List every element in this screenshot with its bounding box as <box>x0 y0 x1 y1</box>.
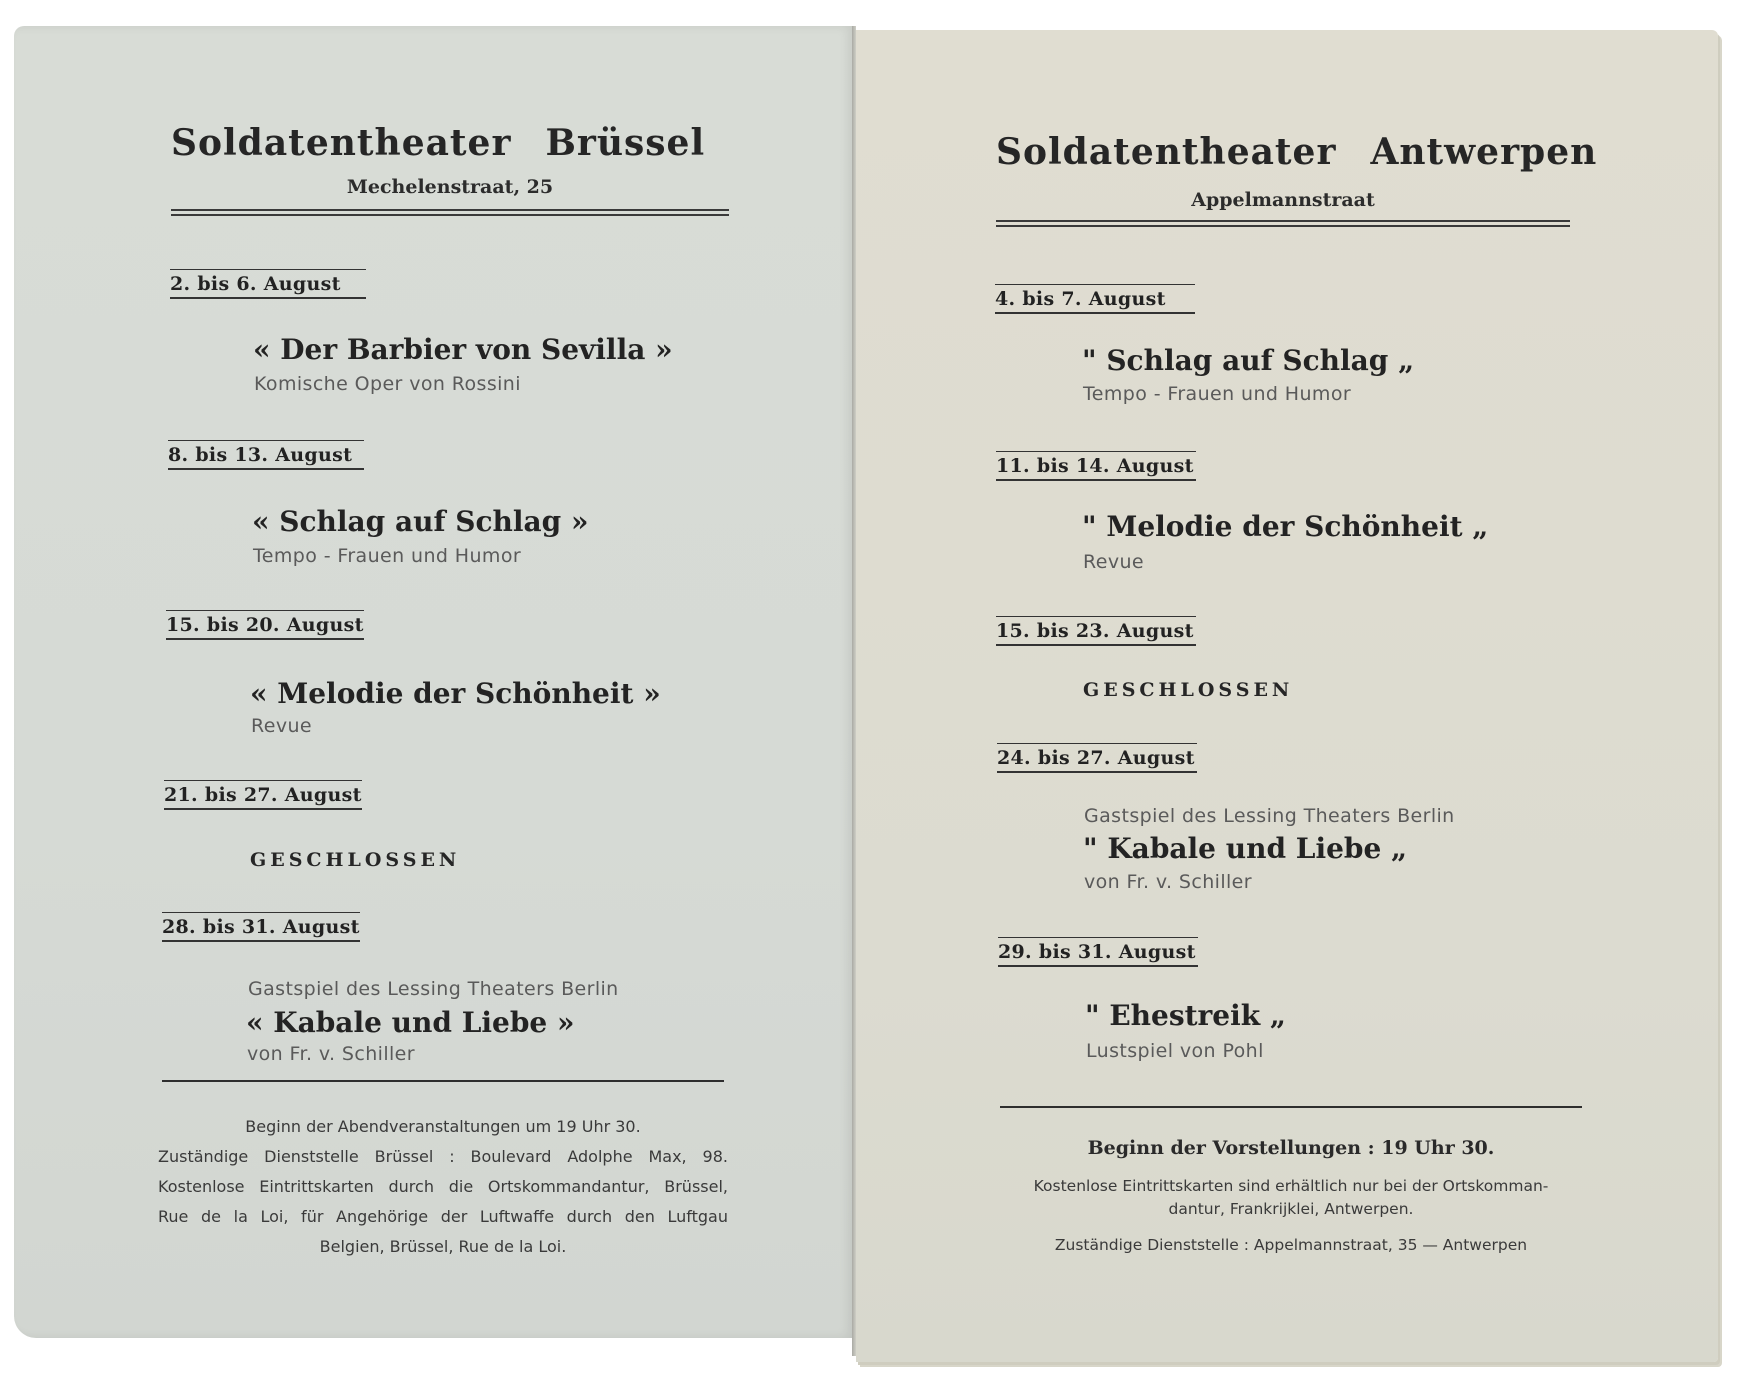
right-footer-start-time: Beginn der Vorstellungen : 19 Uhr 30. <box>1087 1137 1495 1159</box>
venue-city: Antwerpen <box>1370 131 1598 173</box>
left-header-double-rule <box>171 209 729 216</box>
left-date-5 <box>162 912 360 942</box>
date-label: 15. bis 23. August <box>996 620 1194 642</box>
venue-name: Soldatentheater <box>171 122 512 164</box>
left-show-subtitle-5: von Fr. v. Schiller <box>247 1043 415 1065</box>
left-venue-address: Mechelenstraat, 25 <box>346 176 554 198</box>
date-label: 15. bis 20. August <box>166 614 364 636</box>
right-header-double-rule <box>996 220 1570 227</box>
venue-name: Soldatentheater <box>996 131 1337 173</box>
date-label: 8. bis 13. August <box>168 444 353 466</box>
left-footer-office: Zuständige Dienststelle Brüssel : Boulevard Adolphe Max, 98. <box>158 1147 728 1166</box>
left-show-title-2: « Schlag auf Schlag » <box>252 505 589 538</box>
right-footer-tickets-2: dantur, Frankrijklei, Antwerpen. <box>1168 1200 1414 1218</box>
date-label: 29. bis 31. August <box>998 941 1196 963</box>
left-footer-tickets-2: Rue de la Loi, für Angehörige der Luftwaffe durch den Luftgau <box>158 1207 728 1226</box>
right-show-title-2: " Melodie der Schönheit „ <box>1082 510 1489 543</box>
right-show-title-1: " Schlag auf Schlag „ <box>1082 344 1415 377</box>
left-footer-start-time: Beginn der Abendveranstaltungen um 19 Uhr 30. <box>245 1117 641 1136</box>
right-footer-office: Zuständige Dienststelle : Appelmannstraat, 35 — Antwerpen <box>1054 1236 1528 1254</box>
right-date-1 <box>995 284 1195 314</box>
left-show-pretitle-5: Gastspiel des Lessing Theaters Berlin <box>248 978 619 1000</box>
left-show-subtitle-1: Komische Oper von Rossini <box>254 373 521 395</box>
venue-city: Brüssel <box>545 122 706 164</box>
date-label: 21. bis 27. August <box>164 784 362 806</box>
right-show-pretitle-4: Gastspiel des Lessing Theaters Berlin <box>1084 805 1455 827</box>
left-show-subtitle-2: Tempo - Frauen und Humor <box>253 545 522 567</box>
right-show-title-5: " Ehestreik „ <box>1085 999 1287 1032</box>
right-show-subtitle-5: Lustspiel von Pohl <box>1086 1040 1264 1062</box>
left-footer <box>158 1112 728 1262</box>
left-footer-tickets-1: Kostenlose Eintrittskarten durch die Ortskommandantur, Brüssel, <box>158 1177 728 1196</box>
left-closed-notice: GESCHLOSSEN <box>250 849 461 871</box>
booklet-spine <box>852 26 856 1356</box>
right-closed-notice: GESCHLOSSEN <box>1083 679 1294 701</box>
date-label: 24. bis 27. August <box>997 747 1195 769</box>
left-date-2 <box>168 440 364 470</box>
right-show-title-4: " Kabale und Liebe „ <box>1083 832 1408 865</box>
right-show-subtitle-1: Tempo - Frauen und Humor <box>1083 383 1352 405</box>
left-show-title-3: « Melodie der Schönheit » <box>250 677 661 710</box>
right-footer-tickets-1: Kostenlose Eintrittskarten sind erhältlich nur bei der Ortskomman- <box>1033 1177 1549 1195</box>
right-date-2 <box>996 451 1196 481</box>
left-footer-rule <box>162 1080 724 1082</box>
right-date-3 <box>996 616 1196 646</box>
date-label: 2. bis 6. August <box>170 273 341 295</box>
right-venue-title <box>996 131 1597 173</box>
right-footer-rule <box>1000 1106 1582 1108</box>
left-date-1 <box>170 269 366 299</box>
left-show-title-5: « Kabale und Liebe » <box>246 1006 575 1039</box>
left-date-3 <box>166 610 364 640</box>
right-footer-tickets <box>1000 1175 1582 1221</box>
left-footer-tickets-3: Belgien, Brüssel, Rue de la Loi. <box>319 1237 567 1256</box>
left-show-title-1: « Der Barbier von Sevilla » <box>253 333 673 366</box>
date-label: 28. bis 31. August <box>162 916 360 938</box>
left-show-subtitle-3: Revue <box>251 715 313 737</box>
right-show-subtitle-2: Revue <box>1083 551 1145 573</box>
left-date-4 <box>164 780 362 810</box>
date-label: 4. bis 7. August <box>995 288 1166 310</box>
right-venue-address: Appelmannstraat <box>1191 189 1375 211</box>
right-date-4 <box>997 743 1197 773</box>
right-date-5 <box>998 937 1198 967</box>
date-label: 11. bis 14. August <box>996 455 1194 477</box>
left-venue-title <box>171 122 705 164</box>
right-show-subtitle-4: von Fr. v. Schiller <box>1084 871 1252 893</box>
